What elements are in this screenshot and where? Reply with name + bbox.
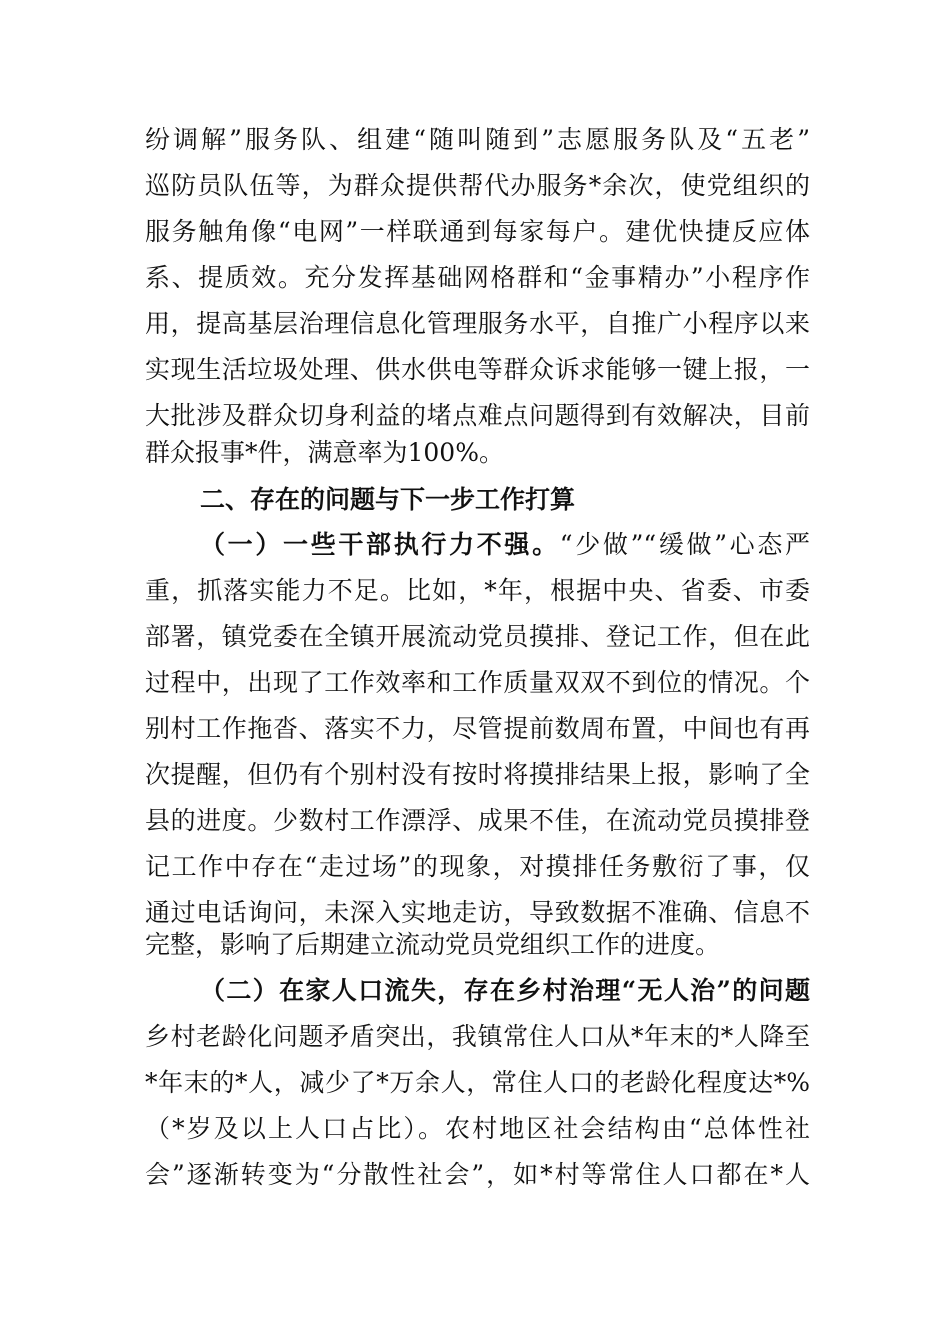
- paragraph-line: 乡村老龄化问题矛盾突出，我镇常住人口从*年末的*人降至: [145, 1022, 810, 1051]
- subsection-first-line: [200, 522, 810, 568]
- paragraph-line: 大批涉及群众切身利益的堵点难点问题得到有效解决，目前: [145, 401, 810, 430]
- paragraph-line: （*岁及以上人口占比）。农村地区社会结构由“总体性社: [145, 1114, 810, 1143]
- paragraph-line: 重，抓落实能力不足。比如，*年，根据中央、省委、市委: [145, 576, 810, 605]
- paragraph-line: 纷调解”服务队、组建“随叫随到”志愿服务队及“五老”: [145, 125, 810, 154]
- paragraph-line: 记工作中存在“走过场”的现象，对摸排任务敷衍了事，仅: [145, 852, 810, 881]
- paragraph-line: 次提醒，但仍有个别村没有按时将摸排结果上报，影响了全: [145, 760, 810, 789]
- paragraph-line: 系、提质效。充分发挥基础网格群和“金事精办”小程序作: [145, 263, 810, 292]
- paragraph-line: 完整，影响了后期建立流动党员党组织工作的进度。: [145, 930, 721, 959]
- paragraph-line: 过程中，出现了工作效率和工作质量双双不到位的情况。个: [145, 668, 810, 697]
- subsection-title: （二）在家人口流失，存在乡村治理“无人治”的问题: [200, 976, 810, 1005]
- paragraph-line: 会”逐渐转变为“分散性社会”，如*村等常住人口都在*人: [145, 1160, 810, 1189]
- paragraph-line: 用，提高基层治理信息化管理服务水平，自推广小程序以来: [145, 309, 810, 338]
- paragraph-line: 巡防员队伍等，为群众提供帮代办服务*余次，使党组织的: [145, 171, 810, 200]
- paragraph-line: 实现生活垃圾处理、供水供电等群众诉求能够一键上报，一: [145, 355, 810, 384]
- paragraph-line: *年末的*人，减少了*万余人，常住人口的老龄化程度达*%: [145, 1068, 810, 1097]
- paragraph-line: 通过电话询问，未深入实地走访，导致数据不准确、信息不: [145, 898, 810, 927]
- paragraph-line: 部署，镇党委在全镇开展流动党员摸排、登记工作，但在此: [145, 622, 810, 651]
- paragraph-line: 服务触角像“电网”一样联通到每家每户。建优快捷反应体: [145, 217, 810, 246]
- section-heading: 二、存在的问题与下一步工作打算: [200, 485, 576, 514]
- paragraph-line: 县的进度。少数村工作漂浮、成果不佳，在流动党员摸排登: [145, 806, 810, 835]
- paragraph-line: 群众报事*件，满意率为100%。: [145, 438, 504, 467]
- subsection-text: “少做”“缓做”心态严: [559, 530, 810, 559]
- subsection-title: （一）一些干部执行力不强。: [200, 530, 560, 559]
- paragraph-line: 别村工作拖沓、落实不力，尽管提前数周布置，中间也有再: [145, 714, 810, 743]
